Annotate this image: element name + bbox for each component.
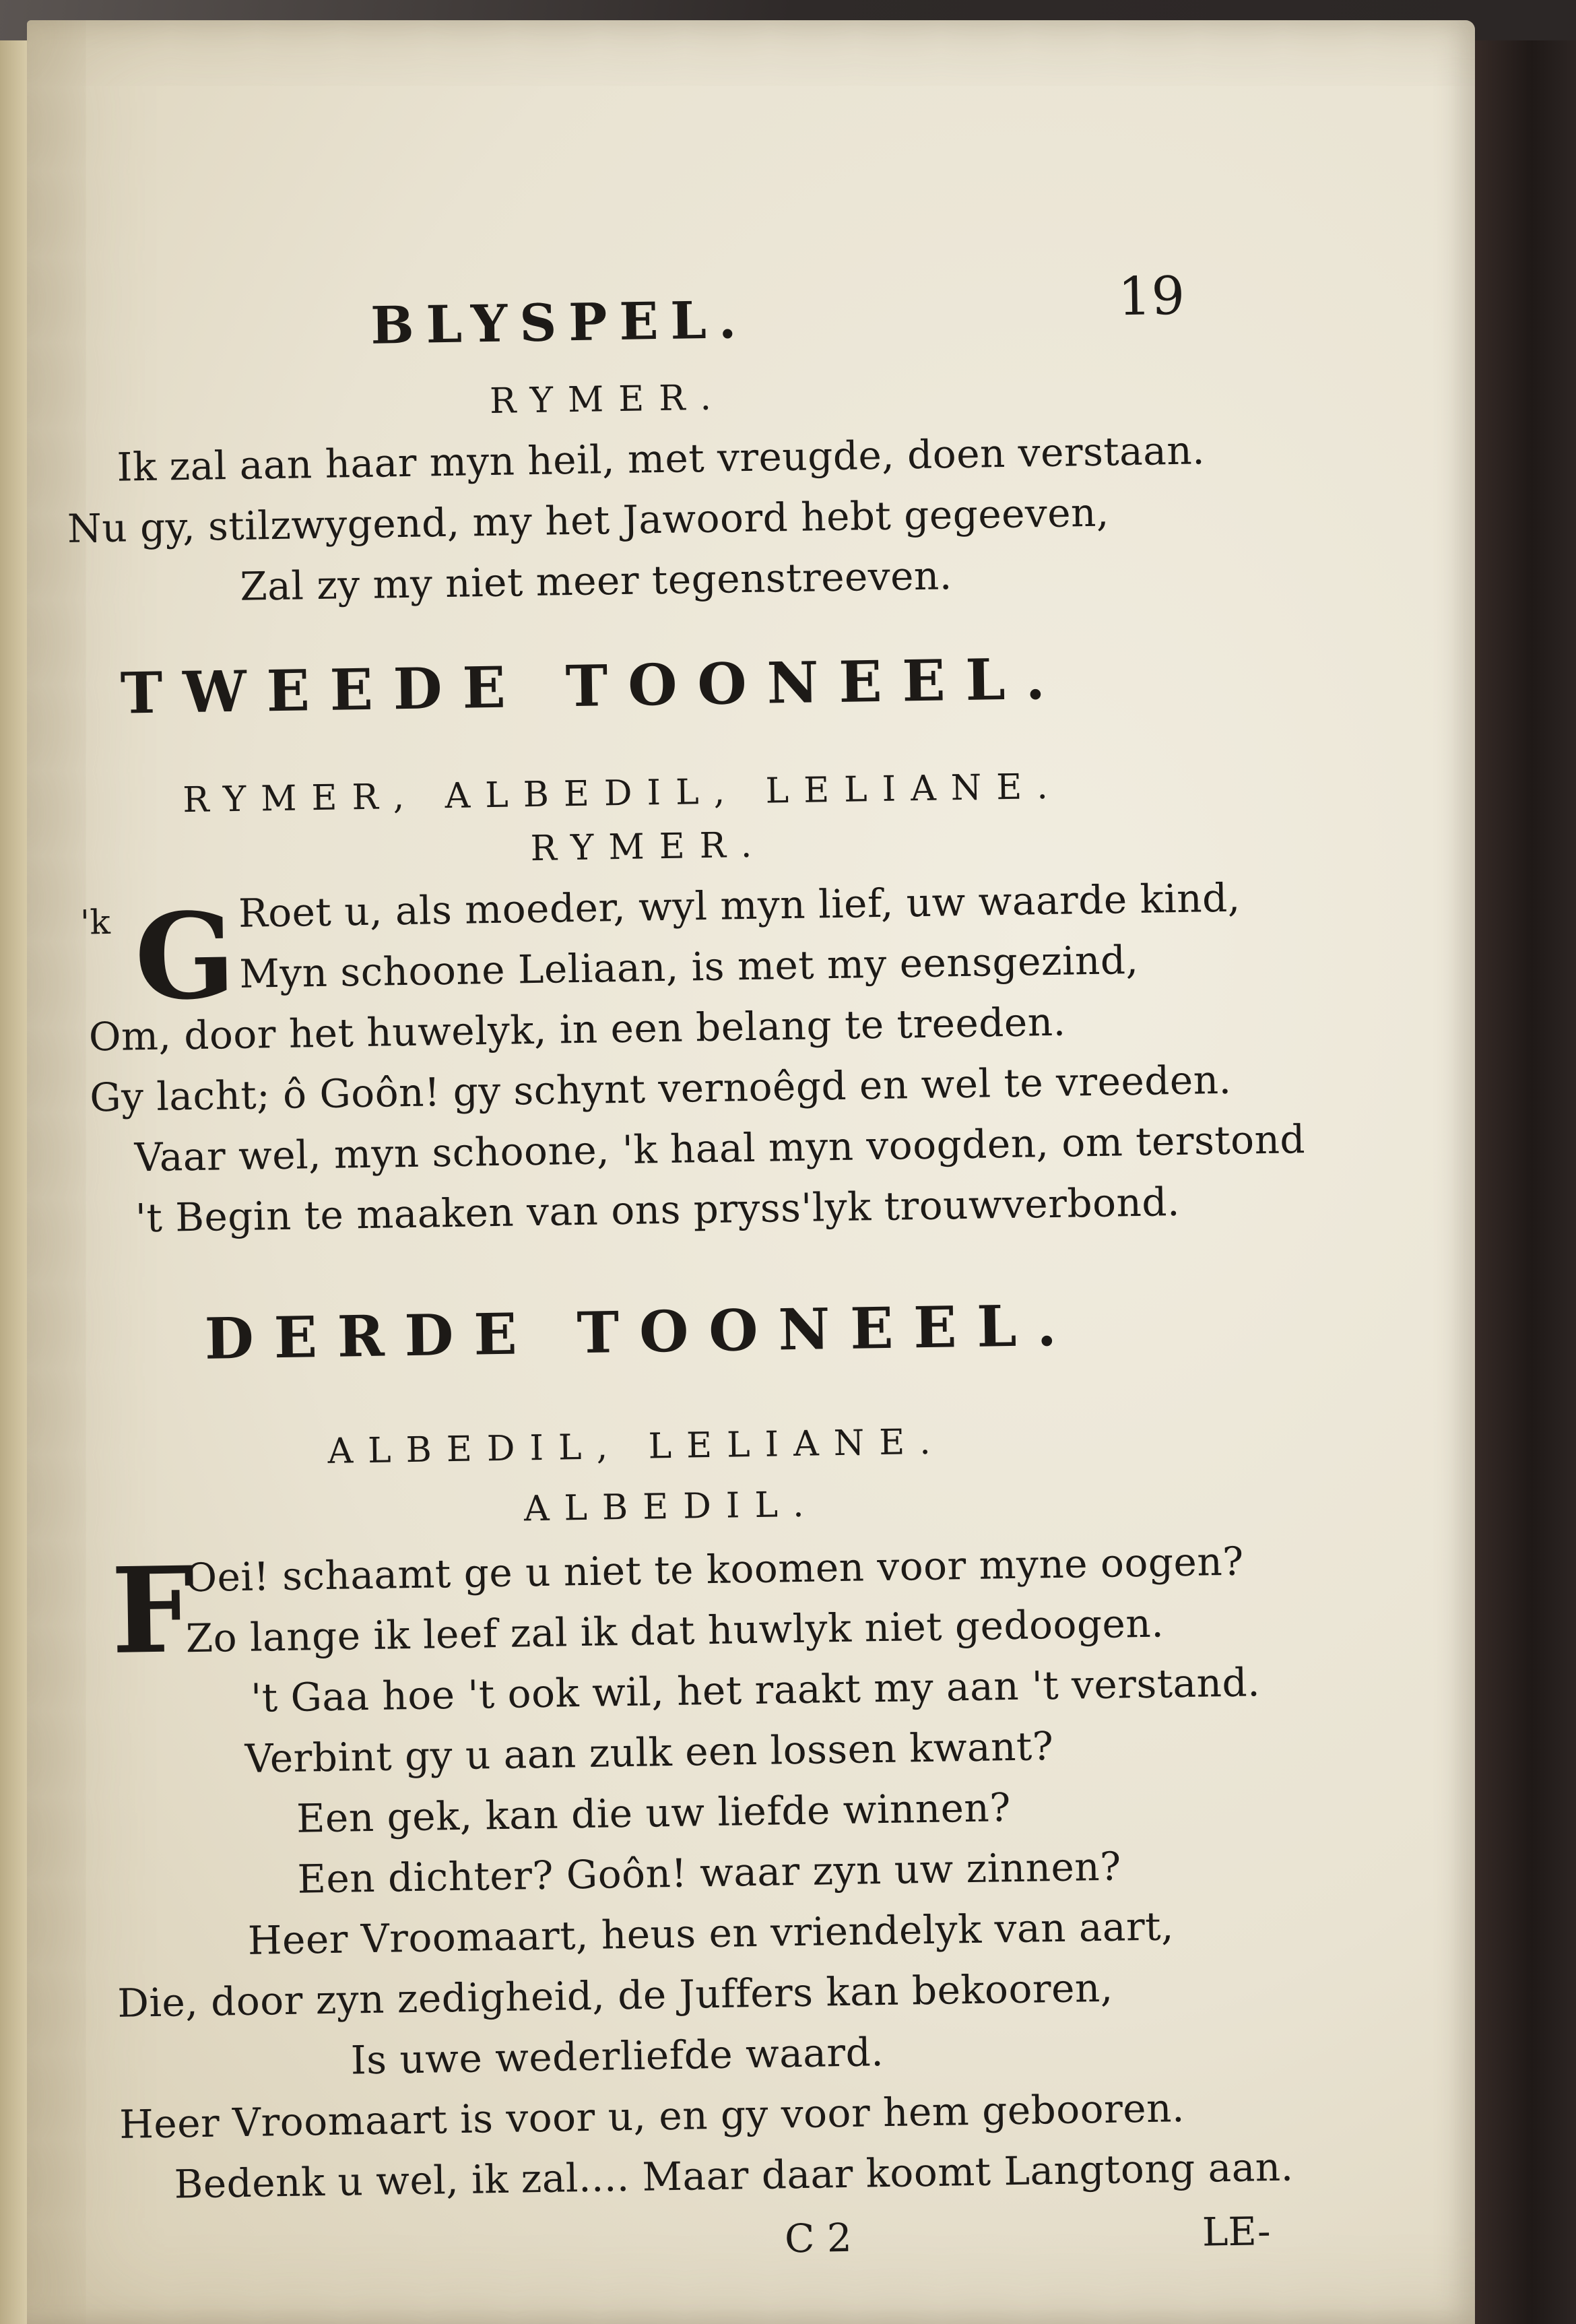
- cast-list: RYMER, ALBEDIL, LELIANE.: [182, 766, 1063, 821]
- verse-line: Om, door het huwelyk, in een belang te treeden.: [88, 998, 1067, 1060]
- speaker-name: RYMER.: [489, 377, 727, 422]
- speaker-name: RYMER.: [530, 825, 767, 870]
- running-title: BLYSPEL.: [370, 289, 749, 356]
- page-number: 19: [1117, 265, 1185, 328]
- verse-line: Myn schoone Leliaan, is met my eensgezind,: [238, 936, 1139, 997]
- verse-line: Oei! schaamt ge u niet te koomen voor myne oogen?: [184, 1538, 1245, 1601]
- verse-line: 't Begin te maaken van ons pryss'lyk trouwverbond.: [135, 1179, 1181, 1241]
- verse-line: Een dichter? Goôn! waar zyn uw zinnen?: [297, 1843, 1122, 1902]
- verse-line: Vaar wel, myn schoone, 'k haal myn voogden, om terstond: [134, 1116, 1306, 1181]
- verse-line: Zal zy my niet meer tegenstreeven.: [239, 552, 953, 610]
- catchword: LE-: [1202, 2208, 1272, 2255]
- verse-line: Gy lacht; ô Goôn! gy schynt vernoêgd en wel te vreeden.: [89, 1056, 1232, 1121]
- verse-line: Heer Vroomaart, heus en vriendelyk van aart,: [247, 1903, 1175, 1964]
- speaker-name: ALBEDIL.: [523, 1484, 819, 1530]
- verse-line: Is uwe wederliefde waard.: [350, 2029, 884, 2084]
- verse-line: Bedenk u wel, ik zal.... Maar daar koomt Langtong aan.: [174, 2143, 1294, 2207]
- book-page: [27, 20, 1475, 2324]
- verse-line: Zo lange ik leef zal ik dat huwlyk niet gedoogen.: [185, 1600, 1164, 1662]
- drop-capital: F: [110, 1541, 197, 1681]
- scene-heading: DERDE TOONEEL.: [204, 1291, 1078, 1372]
- verse-line: Die, door zyn zedigheid, de Juffers kan bekooren,: [117, 1964, 1114, 2026]
- scene-heading: TWEEDE TOONEEL.: [120, 645, 1066, 727]
- drop-capital: G: [133, 886, 237, 1027]
- verse-line: Verbint gy u aan zulk een lossen kwant?: [244, 1723, 1054, 1782]
- verse-line: Roet u, als moeder, wyl myn lief, uw waarde kind,: [238, 874, 1241, 936]
- verse-line: Een gek, kan die uw liefde winnen?: [296, 1784, 1012, 1842]
- cast-list: ALBEDIL, LELIANE.: [327, 1421, 946, 1472]
- page-text: [9, 9, 1492, 2324]
- verse-prefix: 'k: [79, 902, 111, 942]
- verse-line: Ik zal aan haar myn heil, met vreugde, doen verstaan.: [117, 427, 1206, 490]
- verse-line: 't Gaa hoe 't ook wil, het raakt my aan 't verstand.: [250, 1659, 1261, 1721]
- verse-line: Nu gy, stilzwygend, my het Jawoord hebt gegeeven,: [67, 489, 1110, 552]
- signature-mark: C 2: [784, 2214, 853, 2262]
- verse-line: Heer Vroomaart is voor u, en gy voor hem gebooren.: [119, 2085, 1185, 2148]
